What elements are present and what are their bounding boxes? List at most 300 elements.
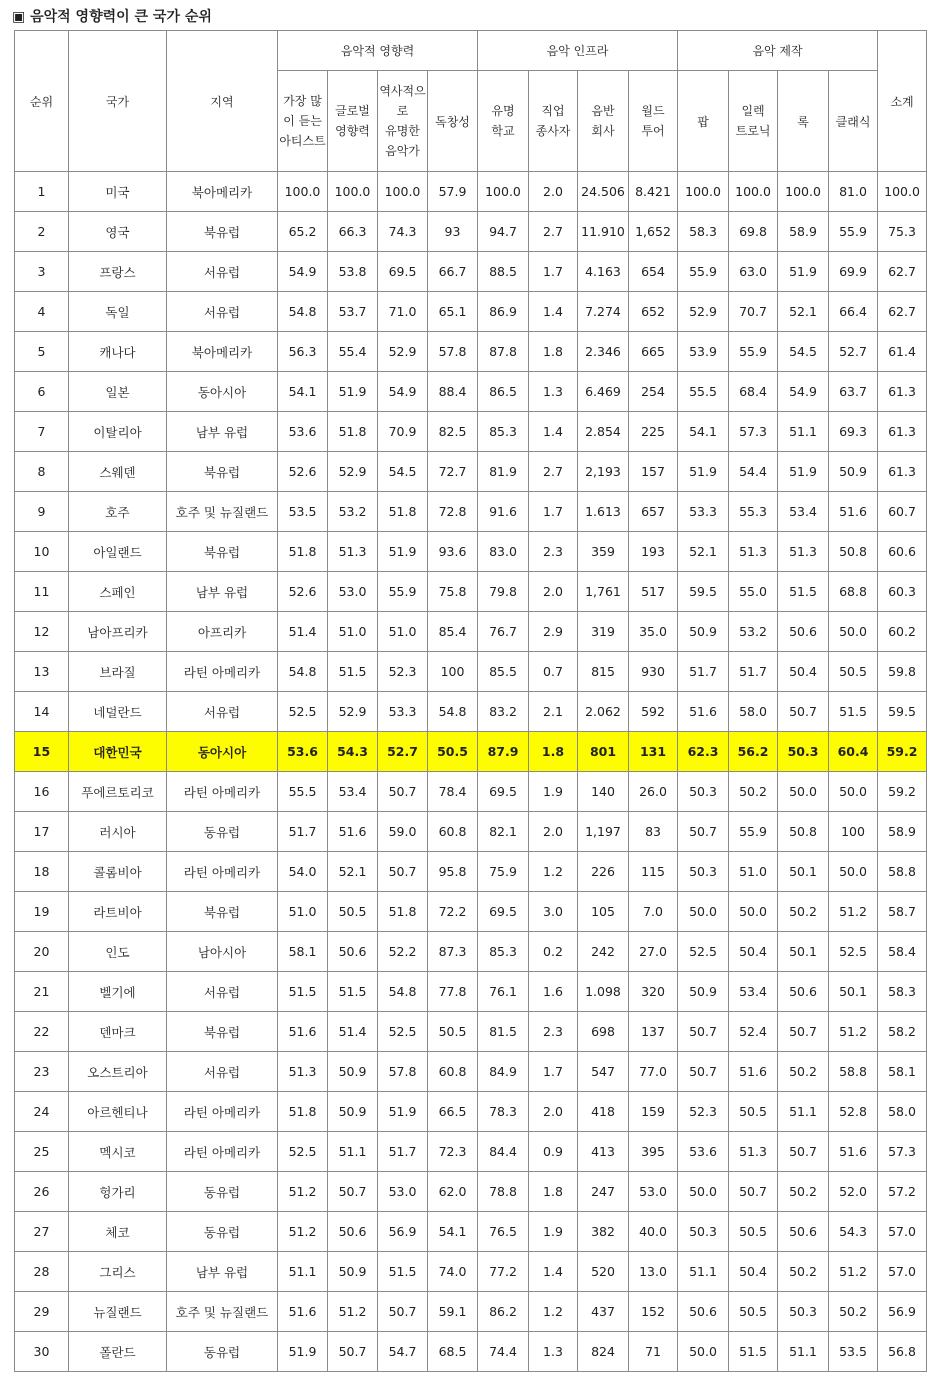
classical-cell: 53.5 bbox=[829, 1332, 878, 1372]
header-text: 글로벌 bbox=[335, 104, 370, 118]
tour-cell: 27.0 bbox=[629, 932, 678, 972]
workers-cell: 1.3 bbox=[529, 372, 578, 412]
global-influence-cell: 50.7 bbox=[328, 1172, 378, 1212]
global-influence-cell: 51.4 bbox=[328, 1012, 378, 1052]
classical-cell: 69.9 bbox=[829, 252, 878, 292]
subtotal-cell: 58.9 bbox=[878, 812, 927, 852]
rock-cell: 50.2 bbox=[778, 892, 829, 932]
country-cell: 스웨덴 bbox=[69, 452, 167, 492]
originality-cell: 50.5 bbox=[428, 732, 478, 772]
header-text: 직업 bbox=[541, 104, 565, 118]
school-cell: 94.7 bbox=[478, 212, 529, 252]
electronic-cell: 68.4 bbox=[729, 372, 778, 412]
rank-cell: 2 bbox=[15, 212, 69, 252]
header-record-labels bbox=[578, 71, 629, 172]
school-cell: 82.1 bbox=[478, 812, 529, 852]
subtotal-cell: 61.3 bbox=[878, 452, 927, 492]
country-cell: 러시아 bbox=[69, 812, 167, 852]
global-influence-cell: 51.9 bbox=[328, 372, 378, 412]
workers-cell: 1.8 bbox=[529, 332, 578, 372]
labels-cell: 226 bbox=[578, 852, 629, 892]
rank-cell: 3 bbox=[15, 252, 69, 292]
most-listened-cell: 51.6 bbox=[278, 1012, 328, 1052]
workers-cell: 1.8 bbox=[529, 1172, 578, 1212]
classical-cell: 50.5 bbox=[829, 652, 878, 692]
pop-cell: 50.9 bbox=[678, 972, 729, 1012]
tour-cell: 35.0 bbox=[629, 612, 678, 652]
classical-cell: 66.4 bbox=[829, 292, 878, 332]
labels-cell: 24.506 bbox=[578, 172, 629, 212]
global-influence-cell: 50.9 bbox=[328, 1092, 378, 1132]
header-group-influence: 음악적 영향력 bbox=[278, 31, 478, 71]
region-cell: 남부 유럽 bbox=[167, 1252, 278, 1292]
tour-cell: 13.0 bbox=[629, 1252, 678, 1292]
most-listened-cell: 51.2 bbox=[278, 1172, 328, 1212]
rock-cell: 50.6 bbox=[778, 972, 829, 1012]
global-influence-cell: 53.8 bbox=[328, 252, 378, 292]
pop-cell: 58.3 bbox=[678, 212, 729, 252]
most-listened-cell: 51.7 bbox=[278, 812, 328, 852]
rock-cell: 50.4 bbox=[778, 652, 829, 692]
originality-cell: 68.5 bbox=[428, 1332, 478, 1372]
table-row bbox=[15, 772, 927, 812]
global-influence-cell: 53.4 bbox=[328, 772, 378, 812]
subtotal-cell: 58.7 bbox=[878, 892, 927, 932]
historic-cell: 51.7 bbox=[378, 1132, 428, 1172]
region-cell: 호주 및 뉴질랜드 bbox=[167, 1292, 278, 1332]
originality-cell: 93.6 bbox=[428, 532, 478, 572]
header-classical: 클래식 bbox=[829, 71, 878, 172]
pop-cell: 62.3 bbox=[678, 732, 729, 772]
school-cell: 77.2 bbox=[478, 1252, 529, 1292]
most-listened-cell: 54.1 bbox=[278, 372, 328, 412]
most-listened-cell: 54.8 bbox=[278, 292, 328, 332]
workers-cell: 0.2 bbox=[529, 932, 578, 972]
originality-cell: 72.2 bbox=[428, 892, 478, 932]
country-cell: 캐나다 bbox=[69, 332, 167, 372]
pop-cell: 53.6 bbox=[678, 1132, 729, 1172]
subtotal-cell: 58.0 bbox=[878, 1092, 927, 1132]
rock-cell: 50.3 bbox=[778, 1292, 829, 1332]
table-row bbox=[15, 212, 927, 252]
subtotal-cell: 62.7 bbox=[878, 252, 927, 292]
most-listened-cell: 51.4 bbox=[278, 612, 328, 652]
most-listened-cell: 51.9 bbox=[278, 1332, 328, 1372]
pop-cell: 53.9 bbox=[678, 332, 729, 372]
rock-cell: 50.1 bbox=[778, 852, 829, 892]
classical-cell: 69.3 bbox=[829, 412, 878, 452]
header-text: 가장 많 bbox=[283, 94, 322, 108]
pop-cell: 50.7 bbox=[678, 1052, 729, 1092]
global-influence-cell: 53.0 bbox=[328, 572, 378, 612]
most-listened-cell: 56.3 bbox=[278, 332, 328, 372]
global-influence-cell: 53.7 bbox=[328, 292, 378, 332]
region-cell: 남부 유럽 bbox=[167, 412, 278, 452]
classical-cell: 60.4 bbox=[829, 732, 878, 772]
workers-cell: 2.7 bbox=[529, 452, 578, 492]
pop-cell: 51.6 bbox=[678, 692, 729, 732]
historic-cell: 56.9 bbox=[378, 1212, 428, 1252]
rock-cell: 51.5 bbox=[778, 572, 829, 612]
workers-cell: 2.1 bbox=[529, 692, 578, 732]
historic-cell: 50.7 bbox=[378, 772, 428, 812]
classical-cell: 50.0 bbox=[829, 772, 878, 812]
tour-cell: 115 bbox=[629, 852, 678, 892]
country-cell: 남아프리카 bbox=[69, 612, 167, 652]
school-cell: 87.8 bbox=[478, 332, 529, 372]
most-listened-cell: 55.5 bbox=[278, 772, 328, 812]
subtotal-cell: 61.3 bbox=[878, 372, 927, 412]
region-cell: 라틴 아메리카 bbox=[167, 1132, 278, 1172]
tour-cell: 320 bbox=[629, 972, 678, 1012]
subtotal-cell: 57.2 bbox=[878, 1172, 927, 1212]
country-cell: 이탈리아 bbox=[69, 412, 167, 452]
rock-cell: 50.1 bbox=[778, 932, 829, 972]
global-influence-cell: 51.0 bbox=[328, 612, 378, 652]
originality-cell: 72.3 bbox=[428, 1132, 478, 1172]
rank-cell: 6 bbox=[15, 372, 69, 412]
labels-cell: 11.910 bbox=[578, 212, 629, 252]
electronic-cell: 51.0 bbox=[729, 852, 778, 892]
country-cell: 아일랜드 bbox=[69, 532, 167, 572]
historic-cell: 53.0 bbox=[378, 1172, 428, 1212]
country-cell: 브라질 bbox=[69, 652, 167, 692]
historic-cell: 51.5 bbox=[378, 1252, 428, 1292]
school-cell: 86.2 bbox=[478, 1292, 529, 1332]
originality-cell: 54.8 bbox=[428, 692, 478, 732]
most-listened-cell: 51.3 bbox=[278, 1052, 328, 1092]
electronic-cell: 56.2 bbox=[729, 732, 778, 772]
historic-cell: 52.5 bbox=[378, 1012, 428, 1052]
header-text: 음반 bbox=[591, 104, 615, 118]
table-row bbox=[15, 572, 927, 612]
tour-cell: 131 bbox=[629, 732, 678, 772]
subtotal-cell: 60.2 bbox=[878, 612, 927, 652]
historic-cell: 51.8 bbox=[378, 892, 428, 932]
tour-cell: 254 bbox=[629, 372, 678, 412]
rank-cell: 22 bbox=[15, 1012, 69, 1052]
region-cell: 동아시아 bbox=[167, 732, 278, 772]
table-row bbox=[15, 1332, 927, 1372]
rank-cell: 8 bbox=[15, 452, 69, 492]
header-text: 월드 bbox=[641, 104, 665, 118]
tour-cell: 517 bbox=[629, 572, 678, 612]
subtotal-cell: 58.1 bbox=[878, 1052, 927, 1092]
header-electronic bbox=[729, 71, 778, 172]
classical-cell: 55.9 bbox=[829, 212, 878, 252]
page-title: ▣ 음악적 영향력이 큰 국가 순위 bbox=[12, 9, 212, 25]
rock-cell: 100.0 bbox=[778, 172, 829, 212]
pop-cell: 50.3 bbox=[678, 852, 729, 892]
school-cell: 85.3 bbox=[478, 932, 529, 972]
workers-cell: 2.0 bbox=[529, 1092, 578, 1132]
table-row bbox=[15, 1212, 927, 1252]
workers-cell: 3.0 bbox=[529, 892, 578, 932]
country-cell: 호주 bbox=[69, 492, 167, 532]
table-row bbox=[15, 852, 927, 892]
header-rock: 록 bbox=[778, 71, 829, 172]
table-row bbox=[15, 732, 927, 772]
subtotal-cell: 58.3 bbox=[878, 972, 927, 1012]
labels-cell: 413 bbox=[578, 1132, 629, 1172]
subtotal-cell: 61.3 bbox=[878, 412, 927, 452]
most-listened-cell: 51.2 bbox=[278, 1212, 328, 1252]
school-cell: 81.9 bbox=[478, 452, 529, 492]
most-listened-cell: 54.9 bbox=[278, 252, 328, 292]
country-cell: 미국 bbox=[69, 172, 167, 212]
labels-cell: 140 bbox=[578, 772, 629, 812]
labels-cell: 247 bbox=[578, 1172, 629, 1212]
global-influence-cell: 54.3 bbox=[328, 732, 378, 772]
table-row bbox=[15, 812, 927, 852]
rock-cell: 54.5 bbox=[778, 332, 829, 372]
rank-cell: 1 bbox=[15, 172, 69, 212]
electronic-cell: 51.3 bbox=[729, 532, 778, 572]
country-cell: 덴마크 bbox=[69, 1012, 167, 1052]
school-cell: 85.3 bbox=[478, 412, 529, 452]
header-text: 종사자 bbox=[535, 124, 571, 138]
school-cell: 69.5 bbox=[478, 772, 529, 812]
labels-cell: 6.469 bbox=[578, 372, 629, 412]
originality-cell: 54.1 bbox=[428, 1212, 478, 1252]
tour-cell: 657 bbox=[629, 492, 678, 532]
historic-cell: 51.0 bbox=[378, 612, 428, 652]
labels-cell: 4.163 bbox=[578, 252, 629, 292]
region-cell: 북유럽 bbox=[167, 892, 278, 932]
global-influence-cell: 66.3 bbox=[328, 212, 378, 252]
rock-cell: 50.6 bbox=[778, 612, 829, 652]
most-listened-cell: 100.0 bbox=[278, 172, 328, 212]
rank-cell: 21 bbox=[15, 972, 69, 1012]
tour-cell: 665 bbox=[629, 332, 678, 372]
electronic-cell: 52.4 bbox=[729, 1012, 778, 1052]
region-cell: 라틴 아메리카 bbox=[167, 1092, 278, 1132]
subtotal-cell: 60.3 bbox=[878, 572, 927, 612]
originality-cell: 65.1 bbox=[428, 292, 478, 332]
rank-cell: 30 bbox=[15, 1332, 69, 1372]
tour-cell: 152 bbox=[629, 1292, 678, 1332]
labels-cell: 815 bbox=[578, 652, 629, 692]
rock-cell: 52.1 bbox=[778, 292, 829, 332]
tour-cell: 77.0 bbox=[629, 1052, 678, 1092]
school-cell: 100.0 bbox=[478, 172, 529, 212]
table-row bbox=[15, 1172, 927, 1212]
rank-cell: 20 bbox=[15, 932, 69, 972]
pop-cell: 55.5 bbox=[678, 372, 729, 412]
workers-cell: 1.2 bbox=[529, 1292, 578, 1332]
labels-cell: 2.854 bbox=[578, 412, 629, 452]
country-cell: 스페인 bbox=[69, 572, 167, 612]
most-listened-cell: 51.8 bbox=[278, 532, 328, 572]
historic-cell: 69.5 bbox=[378, 252, 428, 292]
classical-cell: 50.8 bbox=[829, 532, 878, 572]
country-cell: 대한민국 bbox=[69, 732, 167, 772]
originality-cell: 57.9 bbox=[428, 172, 478, 212]
originality-cell: 100 bbox=[428, 652, 478, 692]
historic-cell: 52.9 bbox=[378, 332, 428, 372]
pop-cell: 52.3 bbox=[678, 1092, 729, 1132]
labels-cell: 1,197 bbox=[578, 812, 629, 852]
workers-cell: 2.3 bbox=[529, 1012, 578, 1052]
labels-cell: 547 bbox=[578, 1052, 629, 1092]
classical-cell: 52.5 bbox=[829, 932, 878, 972]
ranking-table bbox=[14, 30, 927, 1372]
labels-cell: 437 bbox=[578, 1292, 629, 1332]
most-listened-cell: 52.5 bbox=[278, 1132, 328, 1172]
school-cell: 76.5 bbox=[478, 1212, 529, 1252]
workers-cell: 2.0 bbox=[529, 172, 578, 212]
school-cell: 79.8 bbox=[478, 572, 529, 612]
pop-cell: 54.1 bbox=[678, 412, 729, 452]
workers-cell: 1.8 bbox=[529, 732, 578, 772]
workers-cell: 1.4 bbox=[529, 412, 578, 452]
labels-cell: 698 bbox=[578, 1012, 629, 1052]
workers-cell: 1.9 bbox=[529, 1212, 578, 1252]
originality-cell: 95.8 bbox=[428, 852, 478, 892]
workers-cell: 1.6 bbox=[529, 972, 578, 1012]
rank-cell: 9 bbox=[15, 492, 69, 532]
region-cell: 북유럽 bbox=[167, 212, 278, 252]
pop-cell: 53.3 bbox=[678, 492, 729, 532]
pop-cell: 50.0 bbox=[678, 1332, 729, 1372]
header-text: 유명한 bbox=[385, 124, 420, 138]
subtotal-cell: 100.0 bbox=[878, 172, 927, 212]
electronic-cell: 70.7 bbox=[729, 292, 778, 332]
electronic-cell: 69.8 bbox=[729, 212, 778, 252]
rock-cell: 50.7 bbox=[778, 1132, 829, 1172]
classical-cell: 68.8 bbox=[829, 572, 878, 612]
school-cell: 75.9 bbox=[478, 852, 529, 892]
historic-cell: 51.8 bbox=[378, 492, 428, 532]
labels-cell: 319 bbox=[578, 612, 629, 652]
historic-cell: 55.9 bbox=[378, 572, 428, 612]
table-row bbox=[15, 1292, 927, 1332]
pop-cell: 50.7 bbox=[678, 812, 729, 852]
school-cell: 78.3 bbox=[478, 1092, 529, 1132]
rock-cell: 51.1 bbox=[778, 1332, 829, 1372]
labels-cell: 359 bbox=[578, 532, 629, 572]
rank-cell: 19 bbox=[15, 892, 69, 932]
school-cell: 91.6 bbox=[478, 492, 529, 532]
country-cell: 아르헨티나 bbox=[69, 1092, 167, 1132]
table-row bbox=[15, 1132, 927, 1172]
header-most-listened-artist bbox=[278, 71, 328, 172]
classical-cell: 81.0 bbox=[829, 172, 878, 212]
country-cell: 네덜란드 bbox=[69, 692, 167, 732]
rock-cell: 51.9 bbox=[778, 252, 829, 292]
country-cell: 인도 bbox=[69, 932, 167, 972]
most-listened-cell: 58.1 bbox=[278, 932, 328, 972]
electronic-cell: 50.2 bbox=[729, 772, 778, 812]
electronic-cell: 51.7 bbox=[729, 652, 778, 692]
region-cell: 북유럽 bbox=[167, 452, 278, 492]
classical-cell: 58.8 bbox=[829, 1052, 878, 1092]
originality-cell: 62.0 bbox=[428, 1172, 478, 1212]
table-row bbox=[15, 652, 927, 692]
school-cell: 84.9 bbox=[478, 1052, 529, 1092]
most-listened-cell: 65.2 bbox=[278, 212, 328, 252]
workers-cell: 2.9 bbox=[529, 612, 578, 652]
rank-cell: 26 bbox=[15, 1172, 69, 1212]
electronic-cell: 50.5 bbox=[729, 1212, 778, 1252]
table-row bbox=[15, 292, 927, 332]
tour-cell: 395 bbox=[629, 1132, 678, 1172]
most-listened-cell: 53.6 bbox=[278, 412, 328, 452]
subtotal-cell: 57.0 bbox=[878, 1252, 927, 1292]
electronic-cell: 50.5 bbox=[729, 1292, 778, 1332]
region-cell: 라틴 아메리카 bbox=[167, 772, 278, 812]
header-pop: 팝 bbox=[678, 71, 729, 172]
pop-cell: 50.3 bbox=[678, 1212, 729, 1252]
region-cell: 동유럽 bbox=[167, 1332, 278, 1372]
pop-cell: 100.0 bbox=[678, 172, 729, 212]
table-row bbox=[15, 1012, 927, 1052]
electronic-cell: 53.2 bbox=[729, 612, 778, 652]
pop-cell: 50.0 bbox=[678, 892, 729, 932]
rock-cell: 50.7 bbox=[778, 692, 829, 732]
school-cell: 76.7 bbox=[478, 612, 529, 652]
historic-cell: 54.7 bbox=[378, 1332, 428, 1372]
rock-cell: 51.1 bbox=[778, 1092, 829, 1132]
labels-cell: 242 bbox=[578, 932, 629, 972]
table-row bbox=[15, 1252, 927, 1292]
header-rank: 순위 bbox=[15, 31, 69, 172]
tour-cell: 71 bbox=[629, 1332, 678, 1372]
originality-cell: 59.1 bbox=[428, 1292, 478, 1332]
classical-cell: 52.0 bbox=[829, 1172, 878, 1212]
electronic-cell: 53.4 bbox=[729, 972, 778, 1012]
electronic-cell: 55.9 bbox=[729, 332, 778, 372]
most-listened-cell: 51.5 bbox=[278, 972, 328, 1012]
classical-cell: 50.0 bbox=[829, 852, 878, 892]
school-cell: 86.5 bbox=[478, 372, 529, 412]
labels-cell: 418 bbox=[578, 1092, 629, 1132]
pop-cell: 52.9 bbox=[678, 292, 729, 332]
rank-cell: 24 bbox=[15, 1092, 69, 1132]
rock-cell: 51.3 bbox=[778, 532, 829, 572]
global-influence-cell: 53.2 bbox=[328, 492, 378, 532]
electronic-cell: 58.0 bbox=[729, 692, 778, 732]
subtotal-cell: 62.7 bbox=[878, 292, 927, 332]
region-cell: 서유럽 bbox=[167, 292, 278, 332]
rank-cell: 23 bbox=[15, 1052, 69, 1092]
originality-cell: 72.7 bbox=[428, 452, 478, 492]
most-listened-cell: 52.6 bbox=[278, 452, 328, 492]
labels-cell: 2.062 bbox=[578, 692, 629, 732]
table-row bbox=[15, 252, 927, 292]
rank-cell: 16 bbox=[15, 772, 69, 812]
most-listened-cell: 51.1 bbox=[278, 1252, 328, 1292]
electronic-cell: 57.3 bbox=[729, 412, 778, 452]
global-influence-cell: 51.1 bbox=[328, 1132, 378, 1172]
header-workers bbox=[529, 71, 578, 172]
tour-cell: 652 bbox=[629, 292, 678, 332]
labels-cell: 1.613 bbox=[578, 492, 629, 532]
tour-cell: 1,652 bbox=[629, 212, 678, 252]
country-cell: 독일 bbox=[69, 292, 167, 332]
global-influence-cell: 100.0 bbox=[328, 172, 378, 212]
tour-cell: 592 bbox=[629, 692, 678, 732]
tour-cell: 40.0 bbox=[629, 1212, 678, 1252]
historic-cell: 50.7 bbox=[378, 852, 428, 892]
rock-cell: 53.4 bbox=[778, 492, 829, 532]
originality-cell: 82.5 bbox=[428, 412, 478, 452]
tour-cell: 83 bbox=[629, 812, 678, 852]
originality-cell: 66.7 bbox=[428, 252, 478, 292]
tour-cell: 7.0 bbox=[629, 892, 678, 932]
subtotal-cell: 61.4 bbox=[878, 332, 927, 372]
classical-cell: 50.2 bbox=[829, 1292, 878, 1332]
